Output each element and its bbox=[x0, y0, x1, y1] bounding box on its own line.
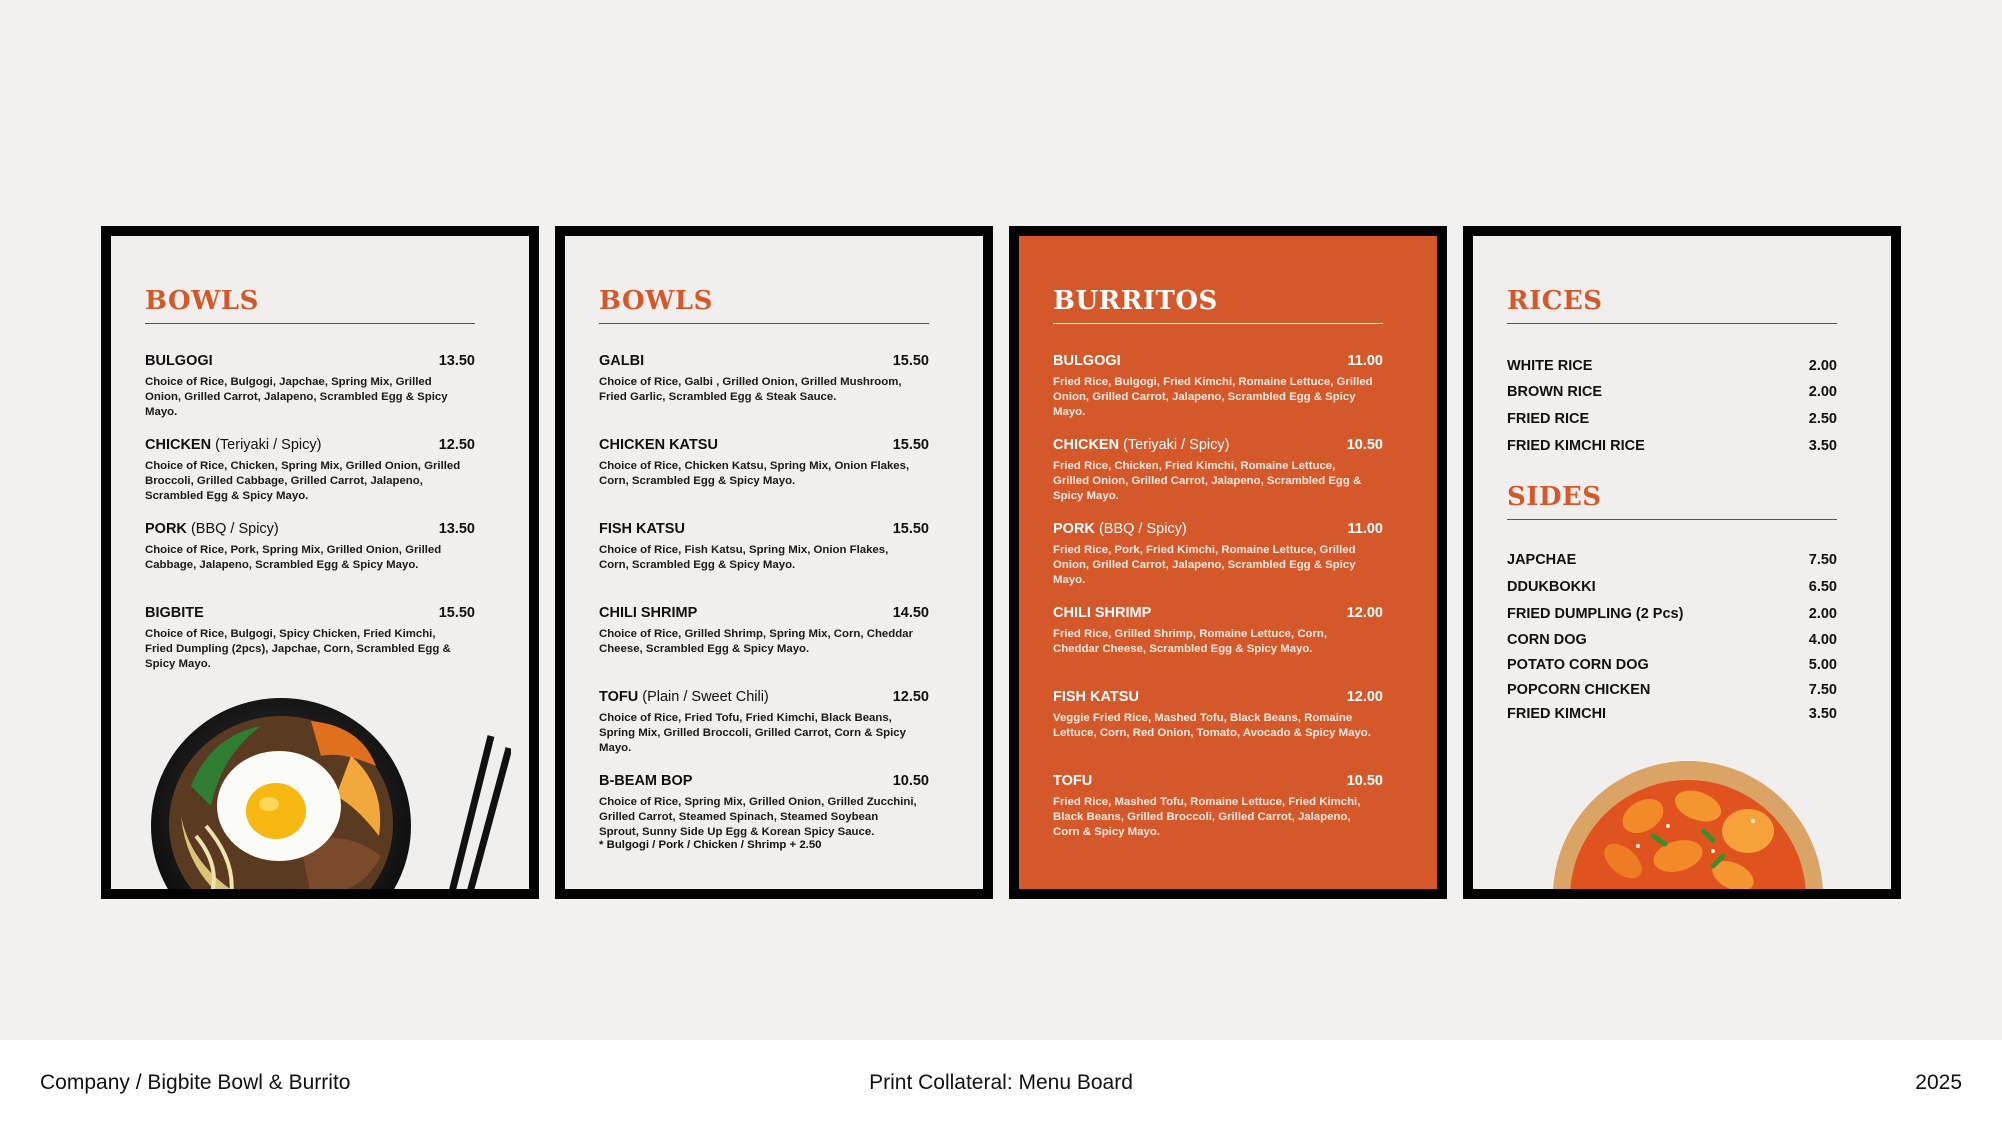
item-price: 4.00 bbox=[1808, 632, 1837, 648]
bibimbap-bowl-icon bbox=[151, 696, 511, 889]
item-price: 5.00 bbox=[1808, 657, 1837, 673]
item-description: Choice of Rice, Spring Mix, Grilled Onion, Grilled Zucchini, Grilled Carrot, Steamed Spinach, Steamed Soybean Sprout, Sunny Side Up Egg & Korean Spicy Sauce. bbox=[599, 796, 917, 838]
item-description: Choice of Rice, Bulgogi, Japchae, Spring Mix, Grilled Onion, Grilled Carrot, Jalapeno, Scrambled Egg & Spicy Mayo. bbox=[145, 376, 448, 418]
menu-item bbox=[1507, 606, 1837, 622]
menu-item bbox=[1507, 358, 1837, 374]
item-price: 13.50 bbox=[438, 353, 475, 369]
item-name: B-BEAM BOP bbox=[599, 773, 693, 789]
item-price: 3.50 bbox=[1808, 706, 1837, 722]
item-name: JAPCHAE bbox=[1507, 552, 1577, 568]
menu-item bbox=[1507, 384, 1837, 400]
menu-item bbox=[599, 437, 929, 489]
item-description: Fried Rice, Pork, Fried Kimchi, Romaine Lettuce, Grilled Onion, Grilled Carrot, Jalapeno, Scrambled Egg & Spicy Mayo. bbox=[1053, 544, 1356, 586]
add-protein-note: * Bulgogi / Pork / Chicken / Shrimp + 2.50 bbox=[599, 839, 822, 851]
item-price: 14.50 bbox=[892, 605, 929, 621]
item-name: CHICKEN KATSU bbox=[599, 437, 718, 453]
item-name: BROWN RICE bbox=[1507, 384, 1603, 400]
menu-panel-bowls-2 bbox=[555, 226, 993, 899]
item-price: 2.00 bbox=[1808, 606, 1837, 622]
item-name: BULGOGI bbox=[1053, 353, 1121, 369]
footer-year: 2025 bbox=[1915, 1070, 1962, 1094]
footer-title: Print Collateral: Menu Board bbox=[869, 1070, 1133, 1094]
item-price: 15.50 bbox=[892, 437, 929, 453]
item-description: Fried Rice, Mashed Tofu, Romaine Lettuce, Fried Kimchi, Black Beans, Grilled Broccoli, Grilled Carrot, Jalapeno, Corn & Spicy Mayo. bbox=[1053, 796, 1361, 838]
item-name: FRIED DUMPLING (2 Pcs) bbox=[1507, 606, 1684, 622]
item-name: FISH KATSU bbox=[599, 521, 685, 537]
section-heading: SIDES bbox=[1507, 482, 1837, 520]
menu-item bbox=[1507, 632, 1837, 648]
item-name: GALBI bbox=[599, 353, 645, 369]
menu-item bbox=[145, 353, 475, 420]
menu-item bbox=[599, 773, 929, 840]
item-price: 13.50 bbox=[438, 521, 475, 537]
item-price: 12.00 bbox=[1346, 605, 1383, 621]
item-name: CHICKEN (Teriyaki / Spicy) bbox=[1053, 437, 1230, 453]
item-price: 15.50 bbox=[892, 521, 929, 537]
menu-panel-bowls-1 bbox=[101, 226, 539, 899]
item-name: PORK (BBQ / Spicy) bbox=[145, 521, 279, 537]
footer-company: Company / Bigbite Bowl & Burrito bbox=[40, 1070, 351, 1094]
item-description: Choice of Rice, Galbi , Grilled Onion, Grilled Mushroom, Fried Garlic, Scrambled Egg & Steak Sauce. bbox=[599, 376, 902, 403]
item-name: FRIED KIMCHI bbox=[1507, 706, 1607, 722]
item-name: CHILI SHRIMP bbox=[1053, 605, 1152, 621]
menu-item bbox=[1053, 353, 1383, 420]
item-name: FRIED KIMCHI RICE bbox=[1507, 438, 1645, 454]
menu-item bbox=[145, 437, 475, 504]
item-price: 7.50 bbox=[1808, 552, 1837, 568]
menu-item bbox=[1053, 521, 1383, 588]
item-price: 12.50 bbox=[892, 689, 929, 705]
item-name: FISH KATSU bbox=[1053, 689, 1139, 705]
item-description: Fried Rice, Bulgogi, Fried Kimchi, Romaine Lettuce, Grilled Onion, Grilled Carrot, Jalapeno, Scrambled Egg & Spicy Mayo. bbox=[1053, 376, 1373, 418]
item-description: Choice of Rice, Pork, Spring Mix, Grilled Onion, Grilled Cabbage, Jalapeno, Scrambled Egg & Spicy Mayo. bbox=[145, 544, 442, 571]
menu-item bbox=[1053, 437, 1383, 504]
item-description: Veggie Fried Rice, Mashed Tofu, Black Beans, Romaine Lettuce, Corn, Red Onion, Tomato, Avocado & Spicy Mayo. bbox=[1053, 712, 1371, 739]
menu-item bbox=[599, 689, 929, 756]
menu-item bbox=[145, 521, 475, 573]
menu-item bbox=[1507, 657, 1837, 673]
item-price: 10.50 bbox=[1346, 437, 1383, 453]
item-price: 12.00 bbox=[1346, 689, 1383, 705]
item-description: Choice of Rice, Chicken, Spring Mix, Grilled Onion, Grilled Broccoli, Grilled Cabbage, Grilled Carrot, Jalapeno, Scrambled Egg & Spicy Mayo. bbox=[145, 460, 461, 502]
menu-item bbox=[1507, 682, 1837, 698]
item-name: PORK (BBQ / Spicy) bbox=[1053, 521, 1187, 537]
item-price: 15.50 bbox=[892, 353, 929, 369]
section-heading: BURRITOS bbox=[1053, 286, 1383, 324]
menu-item bbox=[599, 353, 929, 405]
menu-item bbox=[145, 605, 475, 672]
item-description: Choice of Rice, Grilled Shrimp, Spring Mix, Corn, Cheddar Cheese, Scrambled Egg & Spicy Mayo. bbox=[599, 628, 913, 655]
item-description: Choice of Rice, Fish Katsu, Spring Mix, Onion Flakes, Corn, Scrambled Egg & Spicy Mayo. bbox=[599, 544, 889, 571]
section-heading: RICES bbox=[1507, 286, 1837, 324]
tteokbokki-bowl-icon bbox=[1553, 736, 1823, 889]
item-name: CORN DOG bbox=[1507, 632, 1587, 648]
menu-item bbox=[1507, 706, 1837, 722]
menu-panel-rices-sides bbox=[1463, 226, 1901, 899]
item-name: TOFU (Plain / Sweet Chili) bbox=[599, 689, 769, 705]
section-heading: BOWLS bbox=[145, 286, 475, 324]
item-description: Choice of Rice, Chicken Katsu, Spring Mix, Onion Flakes, Corn, Scrambled Egg & Spicy Mayo. bbox=[599, 460, 910, 487]
item-price: 3.50 bbox=[1808, 438, 1837, 454]
item-name: POPCORN CHICKEN bbox=[1507, 682, 1651, 698]
item-name: FRIED RICE bbox=[1507, 411, 1590, 427]
item-name: CHICKEN (Teriyaki / Spicy) bbox=[145, 437, 322, 453]
item-name: DDUKBOKKI bbox=[1507, 579, 1596, 595]
menu-item bbox=[1053, 605, 1383, 657]
menu-item bbox=[1053, 689, 1383, 741]
item-price: 2.00 bbox=[1808, 384, 1837, 400]
item-price: 11.00 bbox=[1347, 353, 1383, 369]
menu-item bbox=[1507, 411, 1837, 427]
item-name: CHILI SHRIMP bbox=[599, 605, 698, 621]
item-price: 10.50 bbox=[1346, 773, 1383, 789]
menu-item bbox=[599, 605, 929, 657]
item-name: TOFU bbox=[1053, 773, 1093, 789]
item-name: WHITE RICE bbox=[1507, 358, 1593, 374]
item-description: Fried Rice, Chicken, Fried Kimchi, Romaine Lettuce, Grilled Onion, Grilled Carrot, Jalapeno, Scrambled Egg & Spicy Mayo. bbox=[1053, 460, 1362, 502]
item-name: POTATO CORN DOG bbox=[1507, 657, 1649, 673]
menu-item bbox=[1507, 438, 1837, 454]
menu-item bbox=[1507, 579, 1837, 595]
item-name: BIGBITE bbox=[145, 605, 204, 621]
menu-item bbox=[599, 521, 929, 573]
item-price: 10.50 bbox=[892, 773, 929, 789]
item-price: 11.00 bbox=[1347, 521, 1383, 537]
menu-item bbox=[1053, 773, 1383, 840]
item-price: 2.00 bbox=[1808, 358, 1837, 374]
item-price: 15.50 bbox=[438, 605, 475, 621]
footer-bar bbox=[0, 1040, 2002, 1125]
menu-item bbox=[1507, 552, 1837, 568]
item-price: 12.50 bbox=[438, 437, 475, 453]
item-price: 7.50 bbox=[1808, 682, 1837, 698]
item-description: Choice of Rice, Fried Tofu, Fried Kimchi, Black Beans, Spring Mix, Grilled Broccoli, Grilled Carrot, Corn & Spicy Mayo. bbox=[599, 712, 906, 754]
item-price: 6.50 bbox=[1808, 579, 1837, 595]
section-heading: BOWLS bbox=[599, 286, 929, 324]
item-name: BULGOGI bbox=[145, 353, 213, 369]
item-description: Choice of Rice, Bulgogi, Spicy Chicken, Fried Kimchi, Fried Dumpling (2pcs), Japchae, Corn, Scrambled Egg & Spicy Mayo. bbox=[145, 628, 451, 670]
item-price: 2.50 bbox=[1808, 411, 1837, 427]
item-description: Fried Rice, Grilled Shrimp, Romaine Lettuce, Corn, Cheddar Cheese, Scrambled Egg & Spicy Mayo. bbox=[1053, 628, 1328, 655]
menu-panel-burritos bbox=[1009, 226, 1447, 899]
